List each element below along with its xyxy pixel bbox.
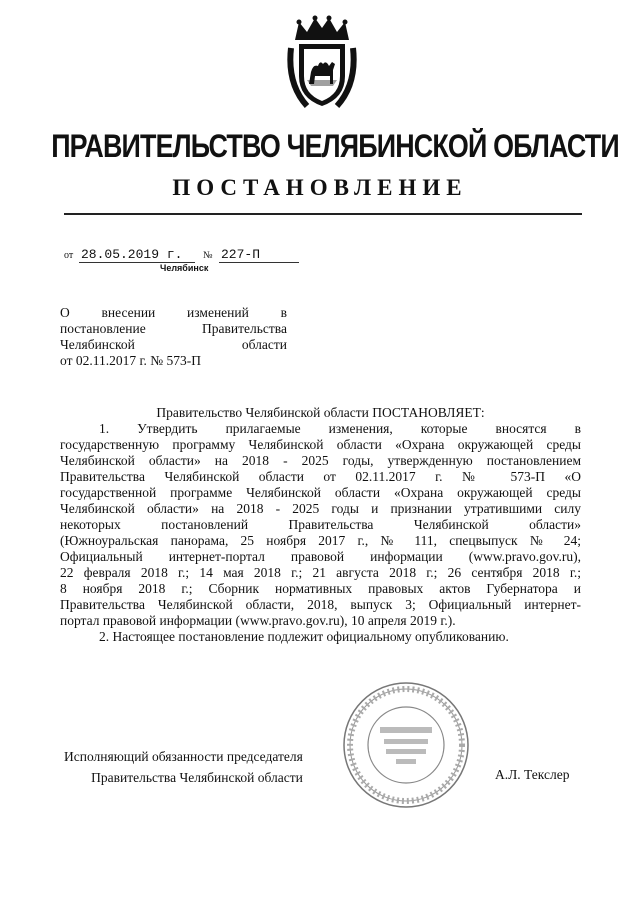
- subject-line: О внесении изменений в: [60, 305, 287, 320]
- signatory-role: [64, 746, 303, 788]
- coat-of-arms-icon: [285, 14, 359, 114]
- body-line: 2. Настоящее постановление подлежит официальному опубликованию.: [99, 629, 509, 644]
- signatory-name: А.Л. Текслер: [495, 767, 570, 782]
- body-line: 22 февраля 2018 г.; 14 мая 2018 г.; 21 августа 2018 г.; 26 сентября 2018 г.;: [60, 565, 581, 580]
- resolution-body: [60, 405, 581, 645]
- body-line: Правительство Челябинской области ПОСТАНОВЛЯЕТ:: [156, 405, 485, 420]
- body-line: Правительства Челябинской области от 02.11.2017 г. № 573-П «О: [60, 469, 581, 484]
- body-line: Челябинской области» на 2018 - 2025 годы, утвержденную постановлением: [60, 453, 581, 468]
- subject-line: постановление Правительства: [60, 321, 287, 336]
- signatory-role-line: Правительства Челябинской области: [91, 770, 303, 785]
- document-number: 227-П: [219, 247, 299, 263]
- subject-line: от 02.11.2017 г. № 573-П: [60, 353, 201, 368]
- number-prefix: №: [203, 250, 213, 261]
- subject-line: Челябинской области: [60, 337, 287, 352]
- official-seal-icon: [340, 679, 472, 811]
- body-line: государственной программе Челябинской области «Охрана окружающей среды: [60, 485, 581, 500]
- body-line: 1. Утвердить прилагаемые изменения, которые вносятся в: [99, 421, 581, 436]
- signatory-role-line: Исполняющий обязанности председателя: [64, 749, 303, 764]
- body-line: Правительства Челябинской области, 2018, выпуск 3; Официальный интернет-: [60, 597, 581, 612]
- organization-title: ПРАВИТЕЛЬСТВО ЧЕЛЯБИНСКОЙ ОБЛАСТИ: [51, 128, 619, 164]
- city-label: Челябинск: [160, 263, 209, 273]
- body-line: 8 ноября 2018 г.; Сборник нормативных правовых актов Губернатора и: [60, 581, 581, 596]
- body-line: Челябинской области» на 2018 - 2025 годы и признании утратившими силу: [60, 501, 581, 516]
- header-divider: [64, 213, 582, 215]
- body-line: государственную программу Челябинской области «Охрана окружающей среды: [60, 437, 581, 452]
- body-line: Официальный интернет-портал правовой информации (www.pravo.gov.ru),: [60, 549, 581, 564]
- date-prefix: от: [64, 250, 74, 261]
- body-line: (Южноуральская панорама, 25 ноября 2017 г., № 111, спецвыпуск № 24;: [60, 533, 581, 548]
- document-date: 28.05.2019 г.: [79, 247, 195, 263]
- date-number-line: [64, 243, 304, 263]
- body-line: портал правовой информации (www.pravo.gov.ru), 10 апреля 2019 г.).: [60, 613, 456, 628]
- document-type: ПОСТАНОВЛЕНИЕ: [172, 175, 468, 200]
- body-line: некоторых постановлений Правительства Челябинской области»: [60, 517, 581, 532]
